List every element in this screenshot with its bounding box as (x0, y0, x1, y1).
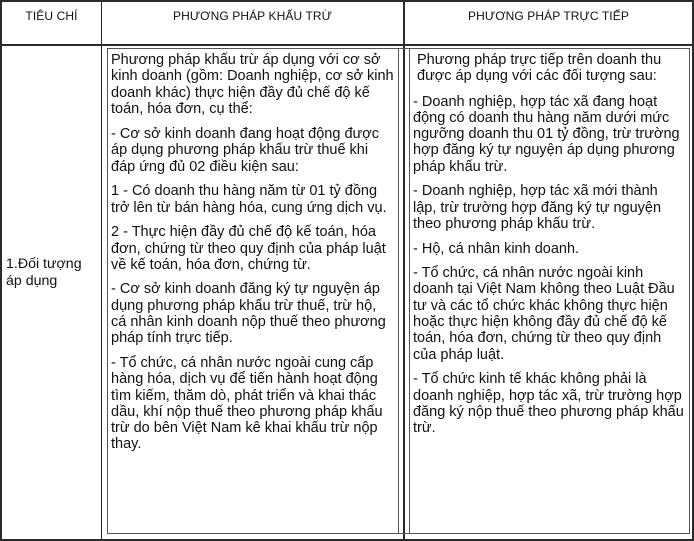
truc-tiep-paragraph: - Tổ chức kinh tế khác không phải là doanh nghiệp, hợp tác xã, trừ trường hợp đăng ký nộp thuế theo phương pháp khấu trừ. (413, 371, 684, 437)
column-divider-2 (403, 0, 405, 541)
header-divider (0, 44, 694, 46)
khau-tru-paragraph: Phương pháp khấu trừ áp dụng với cơ sở kinh doanh (gồm: Doanh nghiệp, cơ sở kinh doanh khác) thực hiện đầy đủ chế độ kế toán, hóa đơn, cụ thể: (111, 52, 394, 117)
table-border-left (0, 0, 2, 541)
truc-tiep-paragraph: - Doanh nghiệp, hợp tác xã mới thành lập, trừ trường hợp đăng ký tự nguyện theo phương pháp khấu trừ. (413, 183, 662, 232)
khau-tru-paragraph: - Cơ sở kinh doanh đang hoạt động được áp dụng phương pháp khấu trừ thuế khi đáp ứng đủ 02 điều kiện sau: (111, 126, 379, 175)
truc-tiep-content (413, 52, 685, 445)
inner-border-right (689, 48, 690, 534)
truc-tiep-paragraph: - Tổ chức, cá nhân nước ngoài kinh doanh tại Việt Nam không theo Luật Đầu tư và các tổ chức khác không thực hiện hoặc thực hiện không đầy đủ chế độ kế toán, hóa đơn, chứng từ theo quy định của pháp luật. (413, 265, 675, 363)
header-tieu-chi: TIÊU CHÍ (25, 9, 78, 23)
header-phuong-phap-khau-tru: PHƯƠNG PHÁP KHẤU TRỪ (172, 9, 333, 23)
column-divider-1 (101, 0, 102, 541)
khau-tru-paragraph: - Tổ chức, cá nhân nước ngoài cung cấp hàng hóa, dịch vụ để tiến hành hoạt động tìm kiếm, thăm dò, phát triển và khai thác dầu, khí nộp thuế theo phương pháp khấu trừ do bên Việt Nam kê khai khấu trừ nộp thay. (111, 354, 383, 453)
khau-tru-content (111, 52, 394, 461)
khau-tru-paragraph: 2 - Thực hiện đầy đủ chế độ kế toán, hóa đơn, chứng từ theo quy định của pháp luật về kế toán, hóa đơn, chứng từ. (111, 224, 386, 273)
criterion-label: 1.Đối tượng áp dụng (6, 256, 82, 289)
truc-tiep-paragraph: Phương pháp trực tiếp trên doanh thu được áp dụng với các đối tượng sau: (417, 52, 662, 85)
truc-tiep-paragraph: - Doanh nghiệp, hợp tác xã đang hoạt động có doanh thu hàng năm dưới mức ngưỡng doanh thu 01 tỷ đồng, trừ trường hợp đăng ký tự nguyện áp dụng phương pháp khấu trừ. (413, 93, 680, 175)
inner-border-left (107, 48, 108, 534)
inner-border-mid-right (409, 48, 410, 534)
truc-tiep-paragraph: - Hộ, cá nhân kinh doanh. (413, 240, 580, 257)
header-phuong-phap-truc-tiep: PHƯƠNG PHÁP TRỰC TIẾP (468, 9, 629, 23)
khau-tru-paragraph: - Cơ sở kinh doanh đăng ký tự nguyện áp dụng phương pháp khấu trừ thuế, trừ hộ, cá nhân kinh doanh nộp thuế theo phương pháp tính trực tiếp. (111, 281, 386, 347)
khau-tru-paragraph: 1 - Có doanh thu hàng năm từ 01 tỷ đồng trở lên từ bán hàng hóa, cung ứng dịch vụ. (111, 183, 387, 216)
inner-border-mid-left (398, 48, 399, 534)
